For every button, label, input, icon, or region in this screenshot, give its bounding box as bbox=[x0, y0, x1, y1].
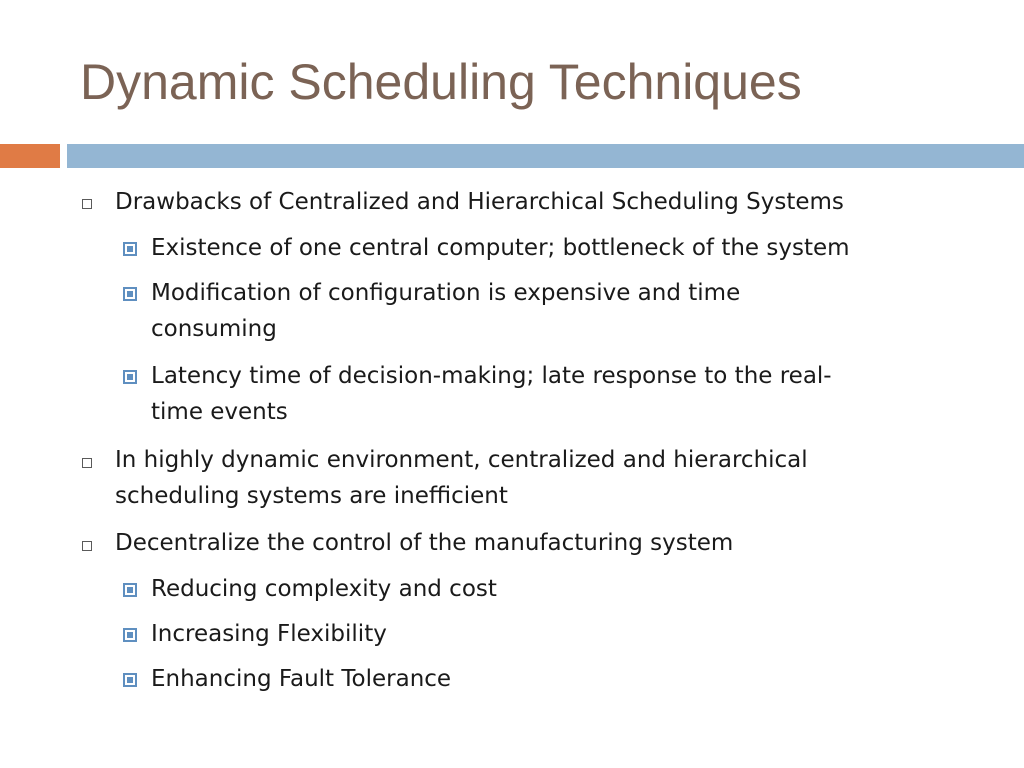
subbullet-modification-line1: Modification of configuration is expensive and time bbox=[151, 280, 741, 306]
filled-square-bullet-icon bbox=[123, 370, 137, 384]
filled-square-bullet-icon bbox=[123, 583, 137, 597]
hollow-square-bullet-icon bbox=[82, 199, 92, 209]
subbullet-latency-line2: time events bbox=[151, 399, 288, 425]
subbullet-central-computer: Existence of one central computer; bottleneck of the system bbox=[151, 235, 850, 261]
bullet-dynamic-environment-line1: In highly dynamic environment, centralized and hierarchical bbox=[115, 447, 808, 473]
subbullet-fault-tolerance: Enhancing Fault Tolerance bbox=[151, 666, 452, 692]
accent-bar-blue bbox=[67, 144, 1024, 168]
hollow-square-bullet-icon bbox=[82, 541, 92, 551]
filled-square-bullet-icon bbox=[123, 242, 137, 256]
subbullet-modification-line2: consuming bbox=[151, 316, 277, 342]
bullet-drawbacks: Drawbacks of Centralized and Hierarchical Scheduling Systems bbox=[115, 189, 844, 215]
filled-square-bullet-icon bbox=[123, 628, 137, 642]
subbullet-flexibility: Increasing Flexibility bbox=[151, 621, 387, 647]
filled-square-bullet-icon bbox=[123, 287, 137, 301]
filled-square-bullet-icon bbox=[123, 673, 137, 687]
accent-bar-orange bbox=[0, 144, 60, 168]
subbullet-latency-line1: Latency time of decision-making; late response to the real- bbox=[151, 363, 832, 389]
hollow-square-bullet-icon bbox=[82, 458, 92, 468]
bullet-dynamic-environment-line2: scheduling systems are inefficient bbox=[115, 483, 508, 509]
slide-title: Dynamic Scheduling Techniques bbox=[80, 54, 802, 110]
subbullet-reducing-complexity: Reducing complexity and cost bbox=[151, 576, 497, 602]
bullet-decentralize: Decentralize the control of the manufacturing system bbox=[115, 530, 734, 556]
